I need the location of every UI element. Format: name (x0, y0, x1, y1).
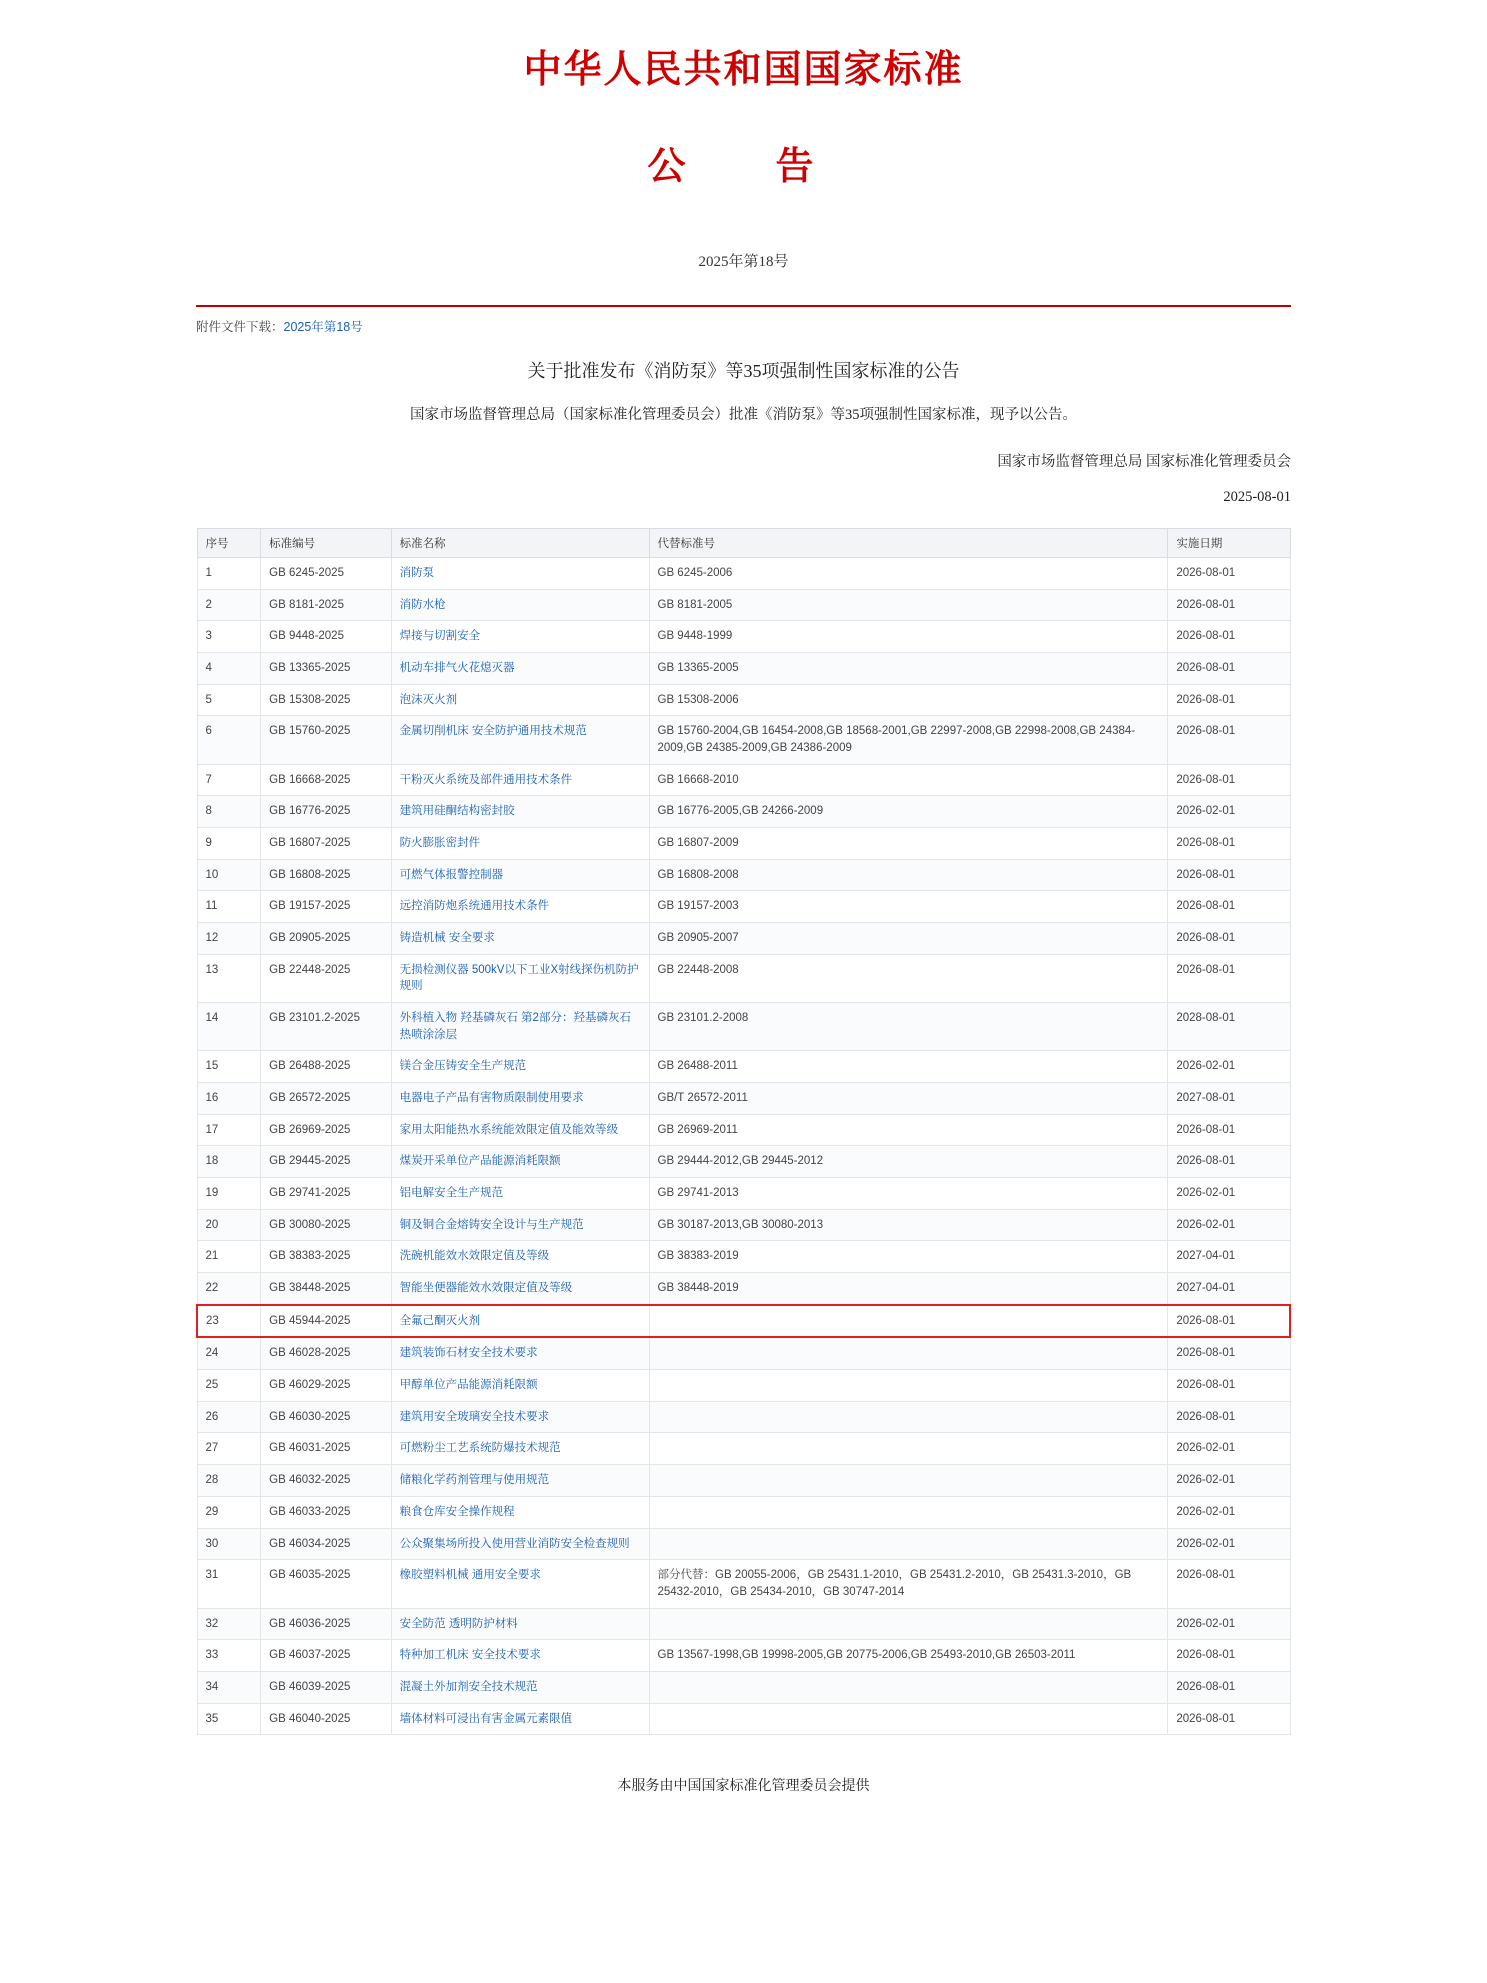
cell-standard-name[interactable]: 镁合金压铸安全生产规范 (391, 1051, 649, 1083)
cell-implementation-date: 2026-02-01 (1168, 1496, 1290, 1528)
cell-standard-code: GB 26572-2025 (261, 1083, 391, 1115)
table-row (197, 891, 1290, 923)
cell-standard-code: GB 22448-2025 (261, 954, 391, 1002)
cell-standard-name[interactable]: 无损检测仪器 500kV以下工业X射线探伤机防护规则 (391, 954, 649, 1002)
table-row (197, 1273, 1290, 1305)
cell-standard-name[interactable]: 建筑装饰石材安全技术要求 (391, 1337, 649, 1369)
cell-replaced-standard (649, 1496, 1168, 1528)
cell-implementation-date: 2026-08-01 (1168, 923, 1290, 955)
cell-implementation-date: 2026-08-01 (1168, 1703, 1290, 1735)
cell-standard-name[interactable]: 远控消防炮系统通用技术条件 (391, 891, 649, 923)
document-number: 2025年第18号 (698, 254, 789, 270)
cell-index: 35 (197, 1703, 261, 1735)
cell-index: 21 (197, 1241, 261, 1273)
cell-standard-name[interactable]: 全氟己酮灭火剂 (391, 1305, 649, 1338)
cell-replaced-standard: GB 26488-2011 (649, 1051, 1168, 1083)
cell-standard-code: GB 46032-2025 (261, 1465, 391, 1497)
cell-index: 8 (197, 796, 261, 828)
table-row (197, 796, 1290, 828)
cell-replaced-standard: GB/T 26572-2011 (649, 1083, 1168, 1115)
cell-standard-code: GB 16776-2025 (261, 796, 391, 828)
table-row (197, 1209, 1290, 1241)
announcement-title: 关于批准发布《消防泵》等35项强制性国家标准的公告 (527, 361, 960, 381)
cell-standard-code: GB 13365-2025 (261, 653, 391, 685)
cell-implementation-date: 2026-02-01 (1168, 1051, 1290, 1083)
table-row (197, 1051, 1290, 1083)
cell-replaced-standard: GB 16668-2010 (649, 764, 1168, 796)
cell-replaced-standard: 部分代替：GB 20055-2006，GB 25431.1-2010，GB 25431.2-2010，GB 25431.3-2010，GB 25432-2010，GB 25434-2010，GB 30747-2014 (649, 1560, 1168, 1608)
cell-replaced-standard: GB 23101.2-2008 (649, 1003, 1168, 1051)
cell-implementation-date: 2026-08-01 (1168, 859, 1290, 891)
cell-standard-name[interactable]: 金属切削机床 安全防护通用技术规范 (391, 716, 649, 764)
cell-implementation-date: 2026-08-01 (1168, 891, 1290, 923)
cell-standard-name[interactable]: 铜及铜合金熔铸安全设计与生产规范 (391, 1209, 649, 1241)
cell-standard-name[interactable]: 家用太阳能热水系统能效限定值及能效等级 (391, 1114, 649, 1146)
cell-implementation-date: 2026-08-01 (1168, 1560, 1290, 1608)
cell-standard-code: GB 46037-2025 (261, 1640, 391, 1672)
cell-standard-code: GB 46039-2025 (261, 1671, 391, 1703)
cell-replaced-standard: GB 26969-2011 (649, 1114, 1168, 1146)
cell-standard-code: GB 29445-2025 (261, 1146, 391, 1178)
cell-standard-name[interactable]: 铸造机械 安全要求 (391, 923, 649, 955)
cell-replaced-standard (649, 1401, 1168, 1433)
cell-index: 20 (197, 1209, 261, 1241)
cell-replaced-standard: GB 13365-2005 (649, 653, 1168, 685)
cell-implementation-date: 2027-04-01 (1168, 1241, 1290, 1273)
cell-replaced-standard: GB 38383-2019 (649, 1241, 1168, 1273)
cell-replaced-standard: GB 16776-2005,GB 24266-2009 (649, 796, 1168, 828)
cell-implementation-date: 2026-02-01 (1168, 1528, 1290, 1560)
cell-replaced-standard: GB 15760-2004,GB 16454-2008,GB 18568-2001,GB 22997-2008,GB 22998-2008,GB 24384-2009,GB 24385-2009,GB 24386-2009 (649, 716, 1168, 764)
cell-standard-code: GB 46029-2025 (261, 1370, 391, 1402)
cell-standard-code: GB 38448-2025 (261, 1273, 391, 1305)
cell-implementation-date: 2026-08-01 (1168, 653, 1290, 685)
cell-standard-name[interactable]: 机动车排气火花熄灭器 (391, 653, 649, 685)
cell-replaced-standard: GB 29444-2012,GB 29445-2012 (649, 1146, 1168, 1178)
cell-index: 1 (197, 558, 261, 590)
table-row (197, 1496, 1290, 1528)
cell-index: 30 (197, 1528, 261, 1560)
column-header-date: 实施日期 (1168, 529, 1290, 558)
cell-index: 22 (197, 1273, 261, 1305)
cell-index: 6 (197, 716, 261, 764)
cell-implementation-date: 2026-08-01 (1168, 589, 1290, 621)
table-row (197, 923, 1290, 955)
document-title: 中华人民共和国国家标准 (523, 49, 964, 91)
cell-standard-name[interactable]: 智能坐便器能效水效限定值及等级 (391, 1273, 649, 1305)
cell-implementation-date: 2026-02-01 (1168, 1608, 1290, 1640)
cell-index: 13 (197, 954, 261, 1002)
table-row (197, 1608, 1290, 1640)
cell-standard-name[interactable]: 铝电解安全生产规范 (391, 1178, 649, 1210)
document-subtitle: 公 告 (647, 146, 840, 188)
table-row (197, 1337, 1290, 1369)
cell-implementation-date: 2026-08-01 (1168, 954, 1290, 1002)
cell-standard-code: GB 46040-2025 (261, 1703, 391, 1735)
cell-replaced-standard (649, 1608, 1168, 1640)
cell-replaced-standard (649, 1703, 1168, 1735)
cell-replaced-standard: GB 13567-1998,GB 19998-2005,GB 20775-2006,GB 25493-2010,GB 26503-2011 (649, 1640, 1168, 1672)
cell-standard-code: GB 6245-2025 (261, 558, 391, 590)
table-row (197, 859, 1290, 891)
cell-standard-code: GB 16668-2025 (261, 764, 391, 796)
cell-standard-name[interactable]: 特种加工机床 安全技术要求 (391, 1640, 649, 1672)
cell-implementation-date: 2027-04-01 (1168, 1273, 1290, 1305)
table-row (197, 1305, 1290, 1338)
cell-replaced-standard: GB 19157-2003 (649, 891, 1168, 923)
cell-index: 34 (197, 1671, 261, 1703)
cell-replaced-standard (649, 1337, 1168, 1369)
cell-index: 33 (197, 1640, 261, 1672)
cell-index: 26 (197, 1401, 261, 1433)
cell-index: 3 (197, 621, 261, 653)
cell-index: 23 (197, 1305, 261, 1338)
cell-index: 16 (197, 1083, 261, 1115)
cell-replaced-standard: GB 30187-2013,GB 30080-2013 (649, 1209, 1168, 1241)
cell-standard-code: GB 16808-2025 (261, 859, 391, 891)
cell-index: 27 (197, 1433, 261, 1465)
cell-standard-code: GB 23101.2-2025 (261, 1003, 391, 1051)
table-row (197, 1703, 1290, 1735)
cell-standard-code: GB 29741-2025 (261, 1178, 391, 1210)
cell-implementation-date: 2026-08-01 (1168, 1337, 1290, 1369)
table-row (197, 1178, 1290, 1210)
cell-replaced-standard (649, 1433, 1168, 1465)
cell-standard-name[interactable]: 泡沫灭火剂 (391, 684, 649, 716)
table-row (197, 653, 1290, 685)
cell-standard-code: GB 26488-2025 (261, 1051, 391, 1083)
cell-replaced-standard: GB 15308-2006 (649, 684, 1168, 716)
column-header-code: 标准编号 (261, 529, 391, 558)
cell-index: 24 (197, 1337, 261, 1369)
table-row (197, 1671, 1290, 1703)
cell-index: 18 (197, 1146, 261, 1178)
cell-standard-code: GB 15760-2025 (261, 716, 391, 764)
cell-implementation-date: 2026-02-01 (1168, 796, 1290, 828)
cell-index: 2 (197, 589, 261, 621)
cell-standard-code: GB 46035-2025 (261, 1560, 391, 1608)
cell-implementation-date: 2026-08-01 (1168, 558, 1290, 590)
cell-index: 29 (197, 1496, 261, 1528)
cell-implementation-date: 2026-08-01 (1168, 716, 1290, 764)
cell-index: 17 (197, 1114, 261, 1146)
cell-implementation-date: 2026-08-01 (1168, 1305, 1290, 1338)
attachment-line (196, 317, 1291, 335)
cell-replaced-standard (649, 1671, 1168, 1703)
cell-implementation-date: 2026-08-01 (1168, 684, 1290, 716)
table-row (197, 764, 1290, 796)
cell-replaced-standard: GB 22448-2008 (649, 954, 1168, 1002)
attachment-label: 附件文件下载： (196, 320, 284, 334)
cell-replaced-standard (649, 1305, 1168, 1338)
cell-standard-name[interactable]: 消防水枪 (391, 589, 649, 621)
cell-implementation-date: 2027-08-01 (1168, 1083, 1290, 1115)
cell-standard-code: GB 46033-2025 (261, 1496, 391, 1528)
attachment-download-link[interactable]: 2025年第18号 (283, 320, 363, 334)
cell-standard-name[interactable]: 可燃粉尘工艺系统防爆技术规范 (391, 1433, 649, 1465)
cell-index: 32 (197, 1608, 261, 1640)
table-row (197, 1241, 1290, 1273)
cell-standard-name[interactable]: 甲醇单位产品能源消耗限额 (391, 1370, 649, 1402)
cell-replaced-standard (649, 1528, 1168, 1560)
cell-implementation-date: 2026-02-01 (1168, 1178, 1290, 1210)
cell-implementation-date: 2026-08-01 (1168, 1640, 1290, 1672)
cell-standard-code: GB 19157-2025 (261, 891, 391, 923)
cell-replaced-standard: GB 38448-2019 (649, 1273, 1168, 1305)
standards-table (196, 528, 1291, 1735)
cell-implementation-date: 2026-08-01 (1168, 1146, 1290, 1178)
cell-implementation-date: 2026-02-01 (1168, 1433, 1290, 1465)
cell-implementation-date: 2026-08-01 (1168, 1671, 1290, 1703)
cell-standard-code: GB 8181-2025 (261, 589, 391, 621)
table-body (197, 558, 1290, 1735)
cell-standard-name[interactable]: 防火膨胀密封件 (391, 828, 649, 860)
cell-standard-code: GB 20905-2025 (261, 923, 391, 955)
cell-implementation-date: 2026-02-01 (1168, 1465, 1290, 1497)
table-row (197, 1560, 1290, 1608)
cell-standard-code: GB 45944-2025 (261, 1305, 391, 1338)
cell-standard-name[interactable]: 消防泵 (391, 558, 649, 590)
cell-standard-code: GB 30080-2025 (261, 1209, 391, 1241)
cell-standard-code: GB 9448-2025 (261, 621, 391, 653)
table-row (197, 1401, 1290, 1433)
table-header-row (197, 529, 1290, 558)
cell-replaced-standard: GB 29741-2013 (649, 1178, 1168, 1210)
table-row (197, 621, 1290, 653)
cell-implementation-date: 2026-08-01 (1168, 828, 1290, 860)
table-row (197, 1003, 1290, 1051)
cell-replaced-standard: GB 20905-2007 (649, 923, 1168, 955)
table-row (197, 684, 1290, 716)
cell-index: 4 (197, 653, 261, 685)
cell-index: 19 (197, 1178, 261, 1210)
cell-replaced-standard: GB 6245-2006 (649, 558, 1168, 590)
cell-standard-code: GB 38383-2025 (261, 1241, 391, 1273)
cell-index: 11 (197, 891, 261, 923)
cell-standard-code: GB 46036-2025 (261, 1608, 391, 1640)
cell-implementation-date: 2028-08-01 (1168, 1003, 1290, 1051)
table-row (197, 828, 1290, 860)
cell-replaced-standard: GB 8181-2005 (649, 589, 1168, 621)
cell-index: 25 (197, 1370, 261, 1402)
cell-standard-name[interactable]: 储粮化学药剂管理与使用规范 (391, 1465, 649, 1497)
cell-index: 31 (197, 1560, 261, 1608)
cell-index: 9 (197, 828, 261, 860)
announcement-body: 国家市场监督管理总局（国家标准化管理委员会）批准《消防泵》等35项强制性国家标准，现予以公告。 (410, 407, 1077, 423)
table-row (197, 1640, 1290, 1672)
cell-standard-name[interactable]: 外科植入物 羟基磷灰石 第2部分：羟基磷灰石热喷涂涂层 (391, 1003, 649, 1051)
cell-standard-name[interactable]: 建筑用硅酮结构密封胶 (391, 796, 649, 828)
cell-index: 12 (197, 923, 261, 955)
cell-implementation-date: 2026-08-01 (1168, 621, 1290, 653)
table-row (197, 1433, 1290, 1465)
cell-standard-name[interactable]: 粮食仓库安全操作规程 (391, 1496, 649, 1528)
cell-standard-name[interactable]: 洗碗机能效水效限定值及等级 (391, 1241, 649, 1273)
cell-standard-code: GB 26969-2025 (261, 1114, 391, 1146)
cell-index: 14 (197, 1003, 261, 1051)
cell-standard-code: GB 16807-2025 (261, 828, 391, 860)
cell-standard-code: GB 46034-2025 (261, 1528, 391, 1560)
cell-implementation-date: 2026-08-01 (1168, 1401, 1290, 1433)
table-row (197, 954, 1290, 1002)
cell-replaced-standard: GB 9448-1999 (649, 621, 1168, 653)
cell-implementation-date: 2026-02-01 (1168, 1209, 1290, 1241)
cell-standard-name[interactable]: 公众聚集场所投入使用营业消防安全检查规则 (391, 1528, 649, 1560)
cell-standard-code: GB 46030-2025 (261, 1401, 391, 1433)
cell-standard-code: GB 46031-2025 (261, 1433, 391, 1465)
cell-index: 7 (197, 764, 261, 796)
table-row (197, 1528, 1290, 1560)
cell-index: 15 (197, 1051, 261, 1083)
cell-implementation-date: 2026-08-01 (1168, 764, 1290, 796)
cell-index: 28 (197, 1465, 261, 1497)
cell-standard-name[interactable]: 建筑用安全玻璃安全技术要求 (391, 1401, 649, 1433)
announcement-date: 2025-08-01 (1223, 489, 1291, 505)
divider-rule (196, 305, 1291, 307)
cell-implementation-date: 2026-08-01 (1168, 1114, 1290, 1146)
cell-standard-name[interactable]: 可燃气体报警控制器 (391, 859, 649, 891)
cell-standard-name[interactable]: 电器电子产品有害物质限制使用要求 (391, 1083, 649, 1115)
table-row (197, 1370, 1290, 1402)
cell-implementation-date: 2026-08-01 (1168, 1370, 1290, 1402)
table-row (197, 1083, 1290, 1115)
table-row (197, 716, 1290, 764)
cell-index: 10 (197, 859, 261, 891)
cell-standard-name[interactable]: 煤炭开采单位产品能源消耗限额 (391, 1146, 649, 1178)
table-row (197, 589, 1290, 621)
column-header-name: 标准名称 (391, 529, 649, 558)
cell-standard-code: GB 46028-2025 (261, 1337, 391, 1369)
table-row (197, 1465, 1290, 1497)
cell-standard-name[interactable]: 墙体材料可浸出有害金属元素限值 (391, 1703, 649, 1735)
cell-standard-code: GB 15308-2025 (261, 684, 391, 716)
announcement-signature: 国家市场监督管理总局 国家标准化管理委员会 (997, 454, 1291, 470)
cell-standard-name[interactable]: 橡胶塑料机械 通用安全要求 (391, 1560, 649, 1608)
column-header-replace: 代替标准号 (649, 529, 1168, 558)
footer-note: 本服务由中国国家标准化管理委员会提供 (617, 1779, 870, 1795)
cell-standard-name[interactable]: 干粉灭火系统及部件通用技术条件 (391, 764, 649, 796)
cell-replaced-standard: GB 16807-2009 (649, 828, 1168, 860)
cell-standard-name[interactable]: 焊接与切割安全 (391, 621, 649, 653)
column-header-index: 序号 (197, 529, 261, 558)
cell-standard-name[interactable]: 安全防范 透明防护材料 (391, 1608, 649, 1640)
table-row (197, 1114, 1290, 1146)
cell-replaced-standard: GB 16808-2008 (649, 859, 1168, 891)
table-row (197, 1146, 1290, 1178)
table-row (197, 558, 1290, 590)
cell-index: 5 (197, 684, 261, 716)
cell-replaced-standard (649, 1465, 1168, 1497)
cell-standard-name[interactable]: 混凝土外加剂安全技术规范 (391, 1671, 649, 1703)
cell-replaced-standard (649, 1370, 1168, 1402)
